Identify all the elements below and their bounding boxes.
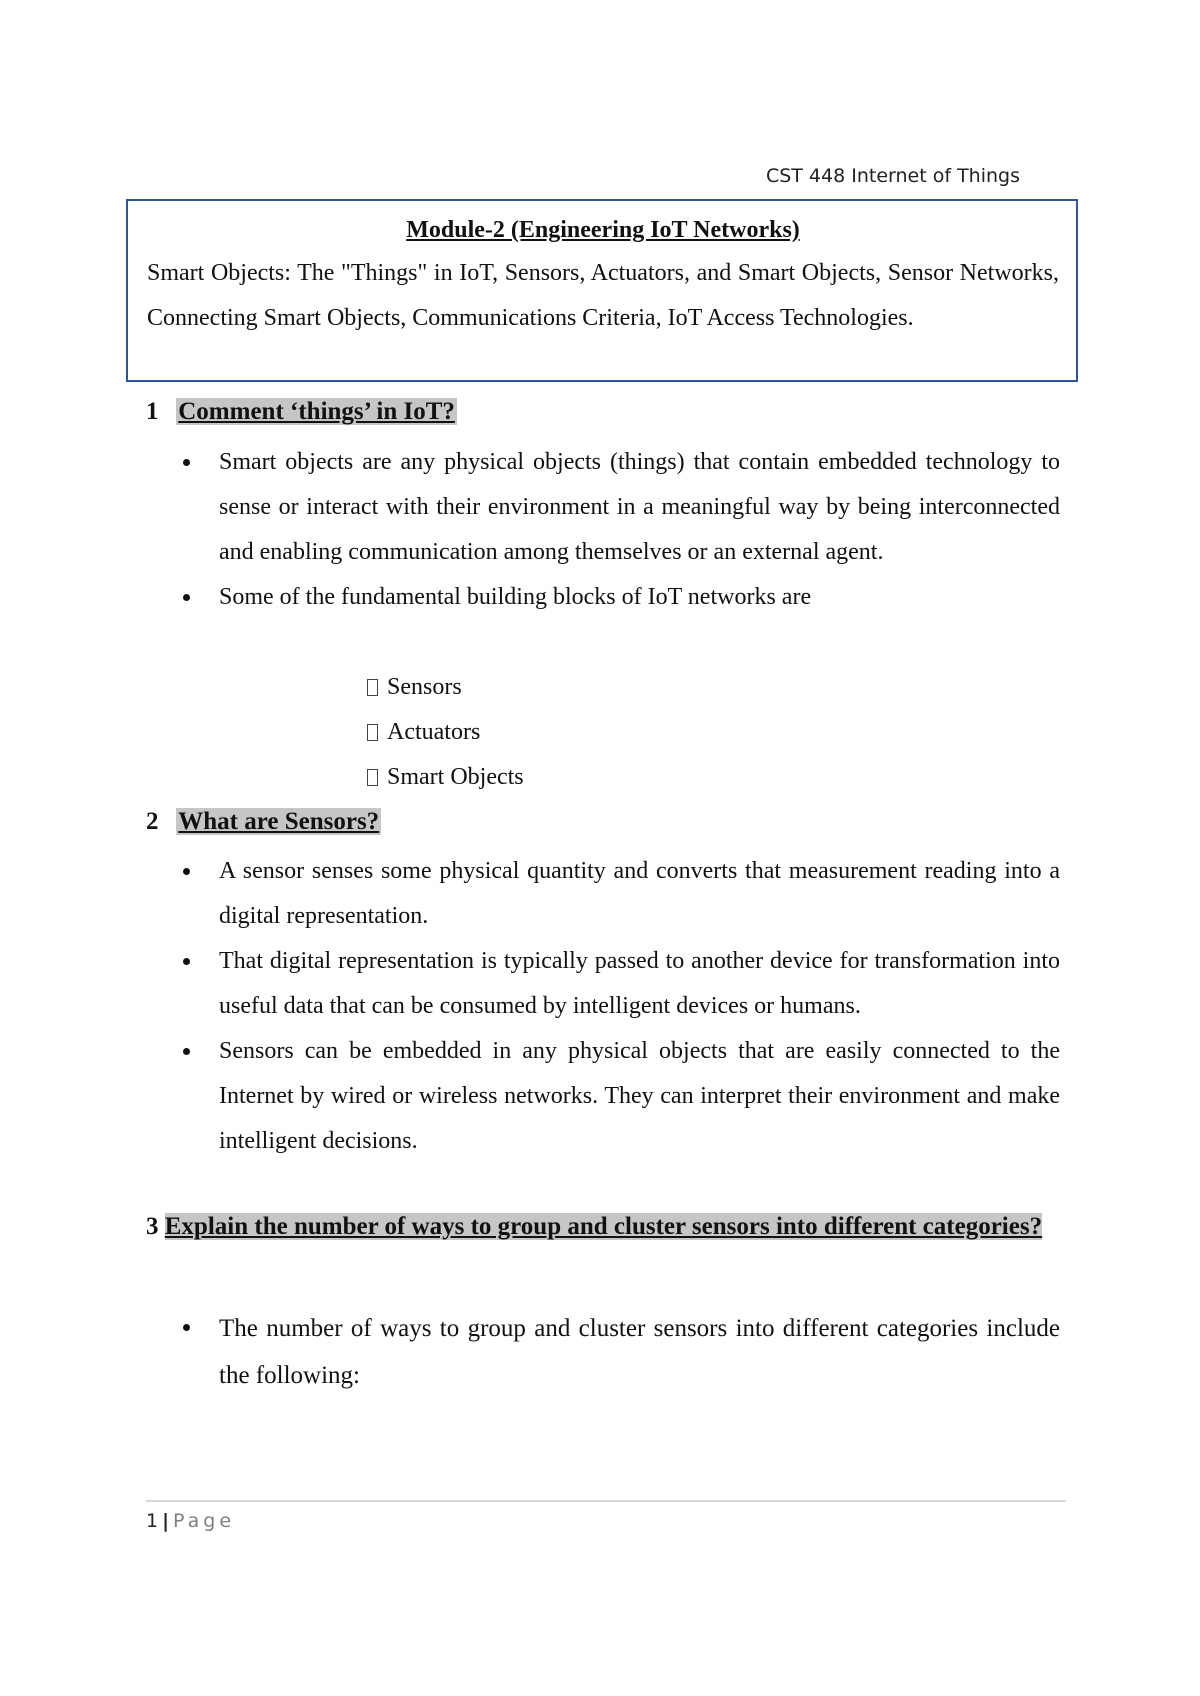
question-3-heading	[146, 1202, 1060, 1252]
list-item	[183, 575, 1060, 620]
question-1-bullets	[183, 440, 1060, 620]
building-blocks-list	[367, 665, 524, 800]
question-title: Comment ‘things’ in IoT?	[178, 398, 455, 425]
list-item-text: Smart objects are any physical objects (things) that contain embedded technology to sense or interact with their environment in a meaningful way by being interconnected and enabling communication among themselves or an external agent.	[219, 449, 1060, 565]
question-title: What are Sensors?	[178, 808, 380, 835]
footer-divider	[146, 1500, 1066, 1502]
bullet-icon	[183, 594, 190, 601]
module-summary-box	[126, 199, 1078, 382]
list-item-text: Smart Objects	[387, 764, 524, 790]
bullet-icon	[183, 1324, 190, 1331]
bullet-icon	[183, 1048, 190, 1055]
module-description: Smart Objects: The "Things" in IoT, Sensors, Actuators, and Smart Objects, Sensor Networks, Connecting Smart Objects, Communications Criteria, IoT Access Technologies.	[147, 260, 1059, 331]
page-label: Page	[173, 1510, 236, 1532]
list-item-text: Sensors can be embedded in any physical objects that are easily connected to the Internet by wired or wireless networks. They can interpret their environment and make intelligent decisions.	[219, 1038, 1060, 1154]
page-number: 1	[146, 1510, 159, 1532]
question-title: Explain the number of ways to group and cluster sensors into different categories?	[164, 1213, 1043, 1240]
list-item	[183, 1029, 1060, 1164]
running-header: CST 448 Internet of Things	[765, 165, 1020, 187]
list-item-text: A sensor senses some physical quantity and converts that measurement reading into a digital representation.	[219, 858, 1060, 929]
list-item-text: Some of the fundamental building blocks of IoT networks are	[219, 584, 812, 610]
bullet-icon	[183, 868, 190, 875]
list-item-text: Actuators	[387, 719, 481, 745]
list-item	[367, 665, 524, 710]
question-1-heading	[146, 387, 457, 437]
page-footer	[146, 1510, 235, 1532]
list-item-text: That digital representation is typically passed to another device for transformation into useful data that can be consumed by intelligent devices or humans.	[219, 948, 1060, 1019]
list-item	[183, 1305, 1060, 1399]
list-item	[367, 710, 524, 755]
list-item	[183, 939, 1060, 1029]
list-item-text: The number of ways to group and cluster sensors into different categories include the following:	[219, 1315, 1060, 1389]
list-item	[367, 755, 524, 800]
footer-separator: |	[162, 1510, 170, 1532]
question-number: 3	[146, 1213, 159, 1240]
list-item	[183, 440, 1060, 575]
checkbox-glyph-icon	[367, 724, 378, 741]
question-2-heading	[146, 797, 381, 847]
question-number: 2	[146, 808, 159, 835]
question-number: 1	[146, 398, 159, 425]
module-title: Module-2 (Engineering IoT Networks)	[406, 217, 800, 243]
bullet-icon	[183, 459, 190, 466]
list-item	[183, 849, 1060, 939]
list-item-text: Sensors	[387, 674, 462, 700]
bullet-icon	[183, 958, 190, 965]
checkbox-glyph-icon	[367, 769, 378, 786]
checkbox-glyph-icon	[367, 679, 378, 696]
question-2-bullets	[183, 849, 1060, 1164]
question-3-bullets	[183, 1305, 1060, 1399]
